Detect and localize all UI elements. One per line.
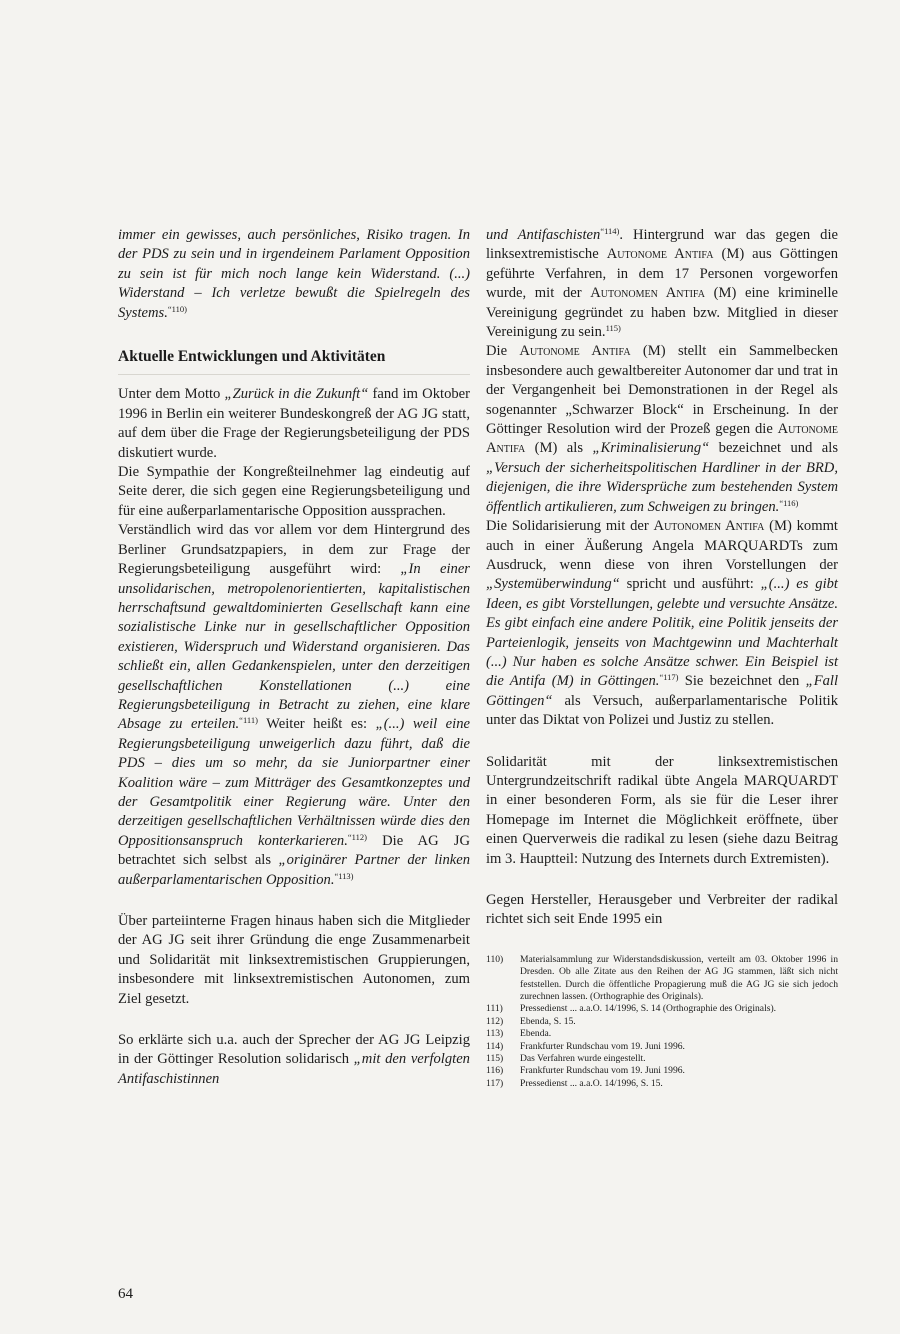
quote-partner: „originärer Partner der linken außerparlamentarischen Opposition.: [118, 852, 470, 888]
paragraph-grundsatzpapier: [118, 521, 470, 890]
text: So erklärte sich u.a. auch der Sprecher der AG JG Leipzig in der Göttinger Resolution solidarisch: [118, 1032, 470, 1068]
footnotes: [486, 954, 838, 1090]
footnote-text: Ebenda, S. 15.: [520, 1015, 576, 1027]
paragraph-radikal: Solidarität mit der linksextremistischen Untergrundzeitschrift radikal übte Angela MARQUARDT in einer besonderen Form, als sie für die Leser ihrer Homepage im Internet die Möglichkeit eröffnete, über einen Querverweis die radikal zu lesen (siehe dazu Beitrag im 3. Hauptteil: Nutzung des Internets durch Extremisten).: [486, 753, 838, 867]
text: (M) kommt auch in einer Äußerung Angela MARQUARDTs zum Ausdruck, wenn diese von ihren Vorstellungen der: [486, 518, 838, 573]
text: (M) aus Göttingen geführte Verfahren, in dem 17 Personen vorgeworfen wurde, mit der: [486, 246, 839, 302]
footnote-number: 113): [486, 1028, 504, 1040]
paragraph-sympathie: Die Sympathie der Kongreßteilnehmer lag eindeutig auf Seite derer, die sich gegen eine Regierungsbeteiligung und für eine außerparlamentarische Opposition aussprachen.: [118, 464, 470, 519]
footnote-ref-117[interactable]: “117): [659, 672, 679, 683]
footnote-number: 114): [486, 1040, 504, 1052]
footnote-115: [486, 1053, 838, 1065]
text: fand im Oktober 1996 in Berlin ein weiterer Bundeskongreß der AG JG statt, auf dem über die Frage der Regierungsbeteiligung der PDS diskutiert wurde.: [118, 386, 470, 461]
right-column: [486, 226, 838, 1090]
text: (M) als: [525, 440, 593, 457]
text: . Hintergrund war das gegen die linksextremistische: [486, 227, 838, 263]
footnote-116: [486, 1065, 838, 1077]
text: bezeichnet und als: [709, 440, 839, 457]
quote-text: immer ein gewisses, auch persönliches, Risiko tragen. In der PDS zu sein und in irgendeinem Parlament Opposition zu sein ist für mich noch lange kein Widerstand. (...) Widerstand – Ich verletze bewußt die Spielregeln des Systems.: [118, 227, 470, 321]
footnote-number: 117): [486, 1077, 504, 1089]
footnote-ref-112[interactable]: “112): [347, 831, 367, 842]
text: Die: [486, 343, 520, 360]
footnote-text: Ebenda.: [520, 1028, 552, 1040]
footnote-ref-113[interactable]: “113): [334, 870, 354, 881]
footnote-ref-111[interactable]: “111): [239, 715, 258, 726]
footnote-number: 115): [486, 1053, 504, 1065]
text: Die Solidarisierung mit der: [486, 518, 654, 535]
quote-end: und Antifaschisten: [486, 227, 601, 243]
footnote-text: Frankfurter Rundschau vom 19. Juni 1996.: [520, 1040, 685, 1052]
text: Weiter heißt es:: [257, 716, 376, 733]
footnote-number: 111): [486, 1003, 503, 1015]
paragraph-leipzig: [118, 1031, 470, 1089]
left-column: [118, 226, 470, 1089]
quote-regierungsbeteiligung: „(...) weil eine Regierungsbeteiligung unweigerlich dazu führt, daß die PDS – dies um so mehr, da sie Juniorpartner einer Koalition wäre – zum Mitträger des Gesamtkonzeptes und der Gesamtpolitik einer Regierung wäre. Unter den derzeitigen gesellschaftlichen Verhältnissen würde dies den Oppositionsanspruch konterkarieren.: [118, 716, 470, 849]
footnote-ref-115[interactable]: 115): [605, 323, 621, 334]
motto-quote: „Zurück in die Zukunft“: [224, 386, 369, 403]
footnote-text: Pressedienst ... a.a.O. 14/1996, S. 15.: [520, 1077, 663, 1089]
text: spricht und ausführt:: [619, 576, 761, 593]
paragraph-hintergrund: [486, 226, 838, 342]
footnote-text: Das Verfahren wurde eingestellt.: [520, 1053, 646, 1065]
quote-antifaschistinnen: „mit den verfolgten Antifaschistinnen: [118, 1051, 470, 1087]
text: Sie bezeichnet den: [678, 673, 806, 690]
paragraph-hersteller: Gegen Hersteller, Herausgeber und Verbreiter der radikal richtet sich seit Ende 1995 ein: [486, 892, 838, 928]
paragraph-solidarisierung: [486, 517, 838, 730]
footnote-111: [486, 1003, 838, 1015]
footnote-text: Frankfurter Rundschau vom 19. Juni 1996.: [520, 1065, 685, 1077]
footnote-ref-110[interactable]: “110): [167, 303, 187, 314]
text: Verständlich wird das vor allem vor dem Hintergrund des Berliner Grundsatzpapiers, in dem zur Frage der Regierungsbeteiligung ausgeführt wird:: [118, 522, 470, 578]
footnote-ref-116[interactable]: “116): [779, 497, 799, 508]
org-name: Autonomen Antifa: [653, 518, 765, 535]
org-name: Autonomen Antifa: [590, 285, 705, 302]
footnote-number: 110): [486, 953, 504, 965]
text: Unter dem Motto: [118, 386, 225, 403]
quote-fall-goettingen: „Fall Göttingen“: [486, 673, 839, 709]
section-heading: Aktuelle Entwicklungen und Aktivitäten: [118, 347, 470, 375]
paragraph-kongress: [118, 385, 470, 463]
footnote-number: 116): [486, 1065, 504, 1077]
footnote-110: [486, 954, 838, 1004]
org-name: Autonome Antifa: [519, 343, 631, 360]
quote-systemueberwindung: „Systemüberwindung“: [486, 576, 620, 593]
quote-grundsatzpapier: „In einer unsolidarischen, metropolenorientierten, kapitalistischen herrschaftsund gewaltdominierten Gesellschaft kann eine sozialistische Linke nur in gesellschaftlicher Opposition existieren, Widerspruch und Widerstand organisieren. Das schließt ein, allen Gedankenspielen, unter den derzeitigen gesellschaftlichen Konstellationen (...) eine Regierungsbeteiligung in Betracht zu ziehen, eine klare Absage zu erteilen.: [118, 561, 470, 733]
org-name: Autonome Antifa: [486, 421, 838, 457]
footnote-117: [486, 1078, 838, 1090]
quote-continuation: [118, 226, 470, 323]
text: (M) eine kriminelle Vereinigung gegründet zu haben bzw. Mitglied in dieser Vereinigung zu sein.: [486, 285, 838, 341]
quote-kriminalisierung: „Kriminalisierung“: [592, 440, 710, 457]
quote-ideen: „(...) es gibt Ideen, es gibt Vorstellungen, gelebte und versuchte Ansätze. Es gibt einfach eine andere Politik, eine Politik jenseits der Parteienlogik, jenseits von Machtgewinn und Machterhalt (...) Nur haben es solche Ansätze schwer. Ein Beispiel ist die Antifa (M) in Göttingen.: [486, 576, 838, 690]
footnote-113: [486, 1028, 838, 1040]
footnote-112: [486, 1016, 838, 1028]
org-name: Autonome Antifa: [606, 246, 714, 263]
paragraph-sammelbecken: [486, 342, 838, 517]
footnote-text: Pressedienst ... a.a.O. 14/1996, S. 14 (Orthographie des Originals).: [520, 1003, 777, 1015]
footnote-114: [486, 1041, 838, 1053]
text: (M) stellt ein Sammelbecken insbesondere auch gewaltbereiter Autonomer dar und trat in der Vergangenheit bei Demonstrationen in der Regel als sogenannter „Schwarzer Block“ in Erscheinung. In der Göttinger Resolution wird der Prozeß gegen die: [486, 343, 838, 438]
text: als Versuch, außerparlamentarische Politik unter das Diktat von Polizei und Justiz zu stellen.: [486, 692, 838, 729]
footnote-number: 112): [486, 1015, 504, 1027]
quote-versuch: „Versuch der sicherheitspolitischen Hardliner in der BRD, diejenigen, die ihre Widersprüche zum bestehenden System öffentlich artikulieren, zum Schweigen zu bringen.: [486, 459, 838, 515]
paragraph-zusammenarbeit: Über parteiinterne Fragen hinaus haben sich die Mitglieder der AG JG seit ihrer Gründung die enge Zusammenarbeit und Solidarität mit linksextremistischen Gruppierungen, insbesondere mit linksextremistischen Autonomen, zum Ziel gesetzt.: [118, 913, 470, 1007]
footnote-ref-114[interactable]: “114): [600, 226, 620, 236]
page-number: 64: [118, 1286, 133, 1302]
text: Die AG JG betrachtet sich selbst als: [118, 832, 470, 869]
footnote-text: Materialsammlung zur Widerstandsdiskussion, verteilt am 03. Oktober 1996 in Dresden. Ob alle Zitate aus den Reihen der AG JG stammen, läßt sich nicht feststellen. Durch die öffentliche Propagierung muß die AG JG sie sich jedoch zurechnen lassen. (Orthographie des Originals).: [520, 953, 838, 1003]
